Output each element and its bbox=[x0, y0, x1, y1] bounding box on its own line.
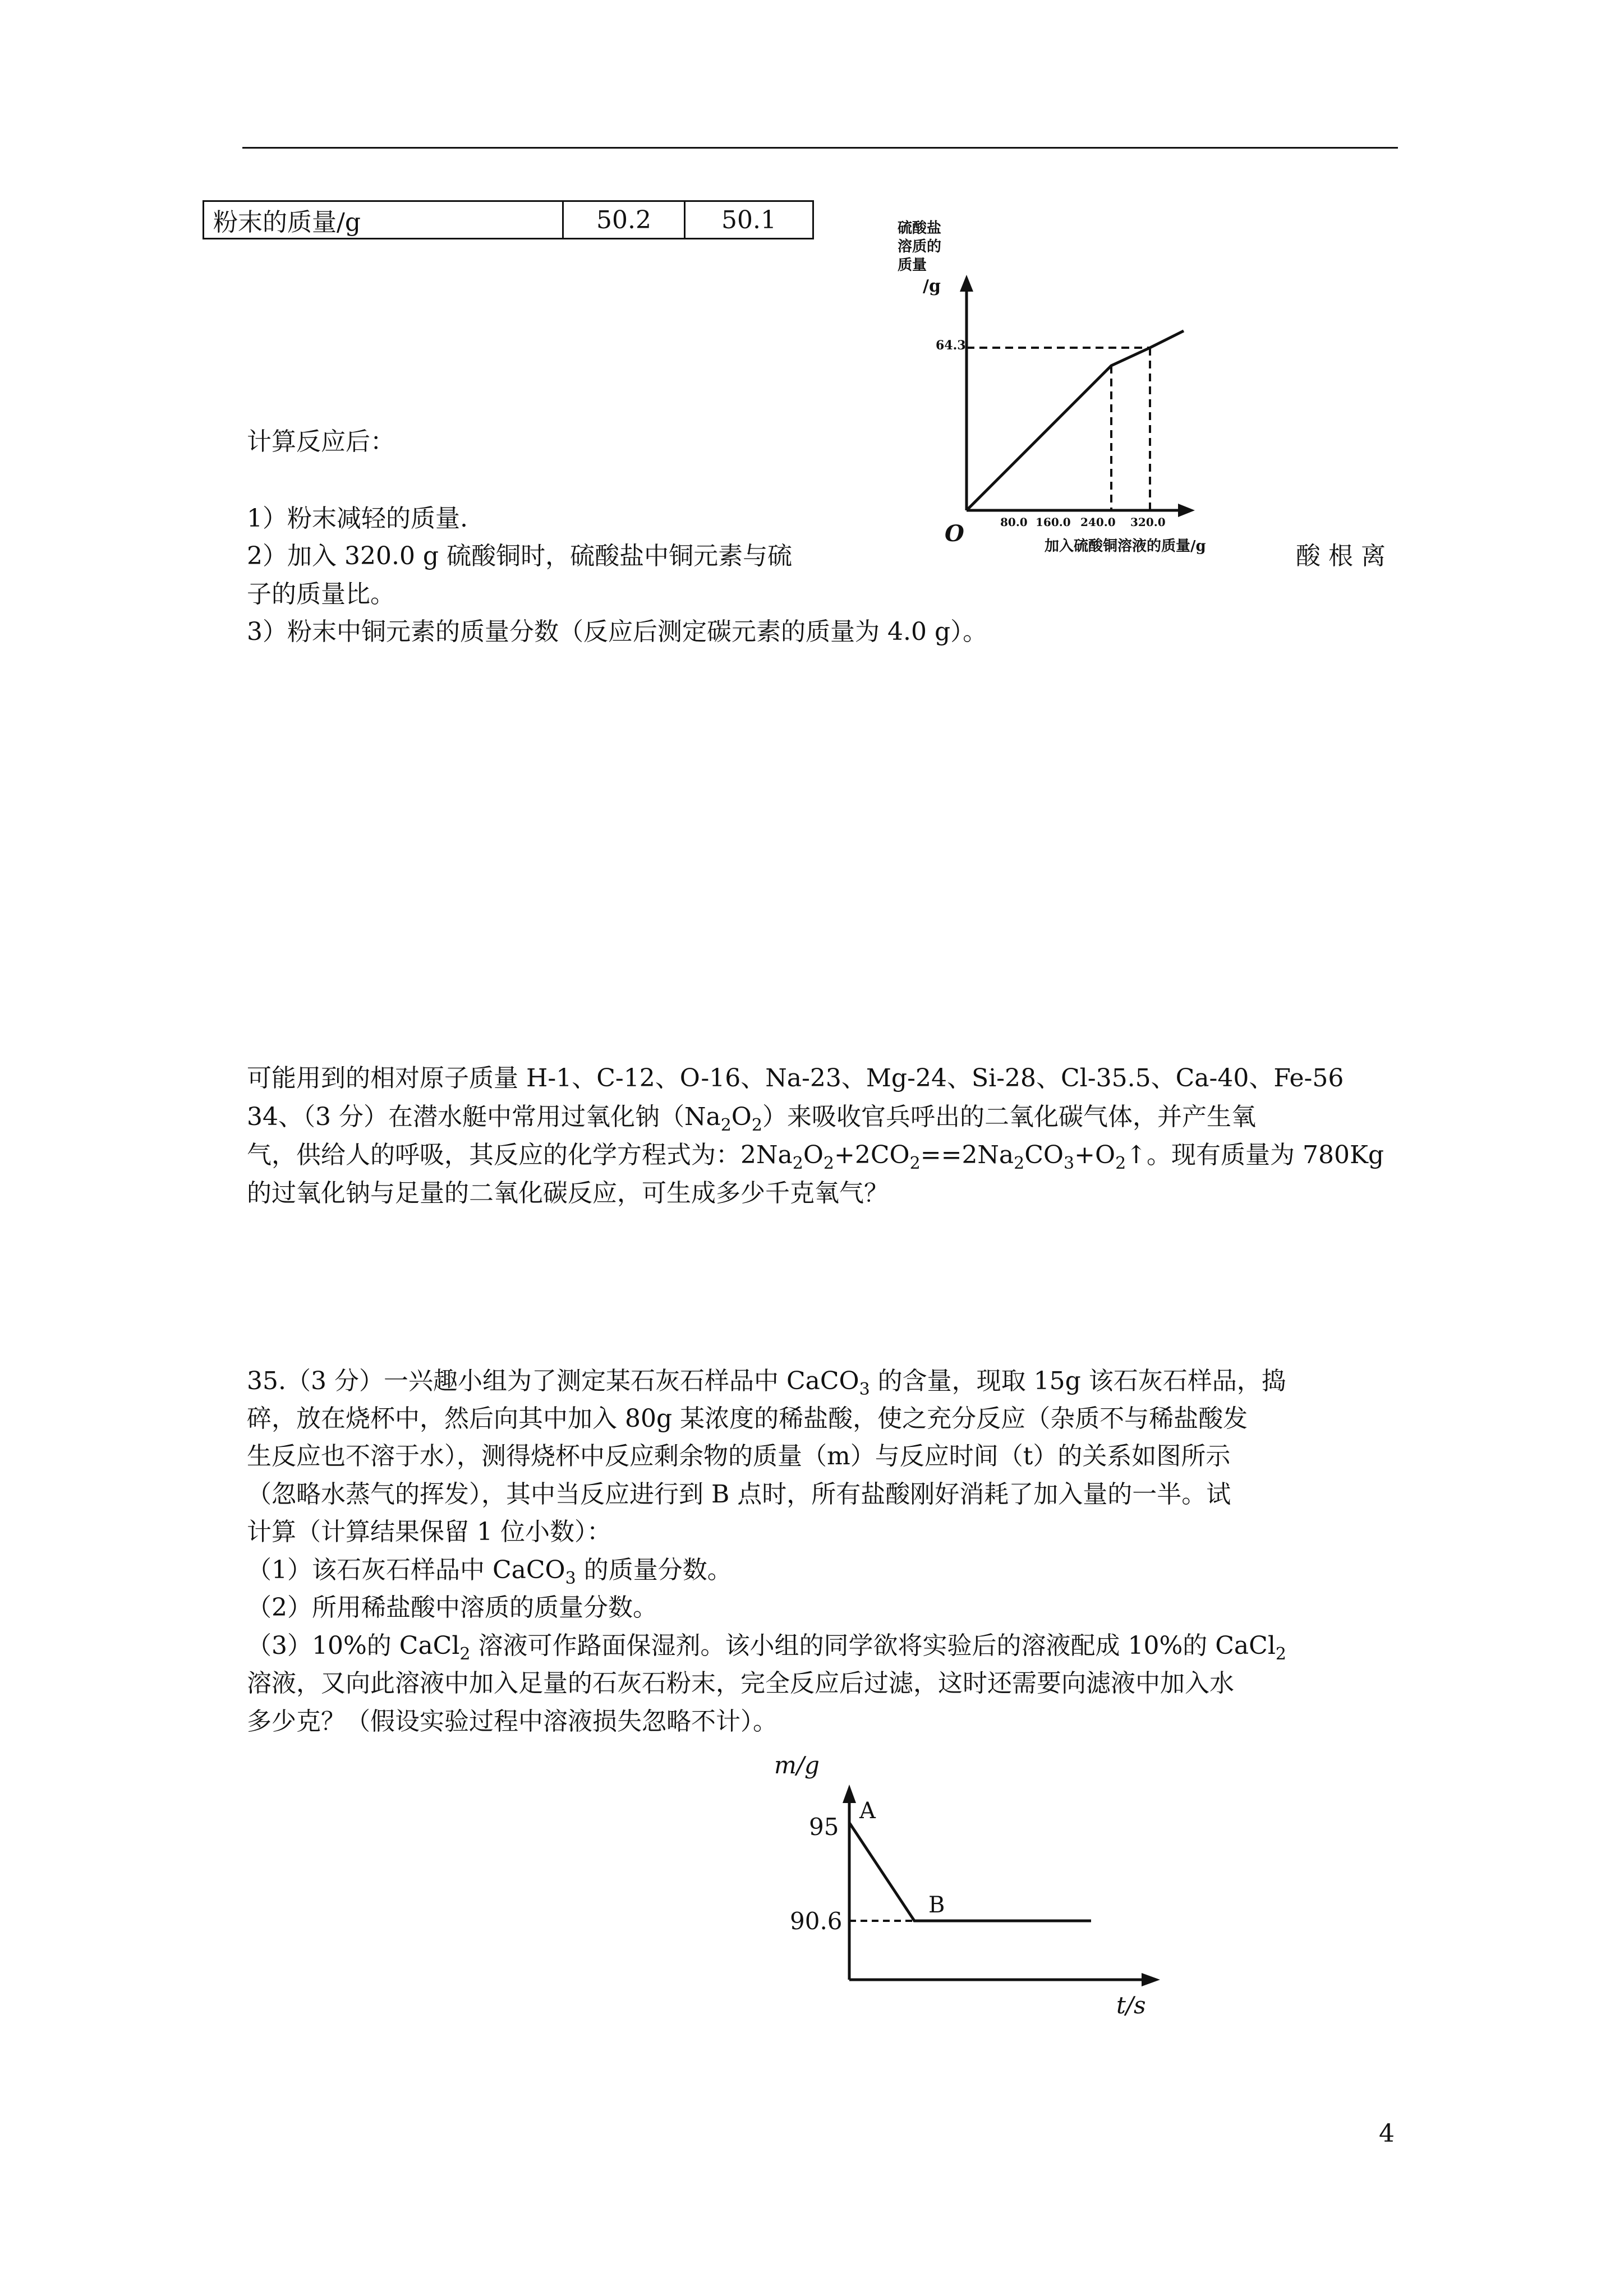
q34-line2: 气，供给人的呼吸，其反应的化学方程式为：$2Na_2O_2+2CO_2==2Na_2CO_3+O_2↑$。现有质量为 780Kg bbox=[247, 1141, 1384, 1173]
table-cell-value: 50.1 bbox=[685, 201, 813, 239]
q35-line1: 35.（3 分）一兴趣小组为了测定某石灰石样品中 CaCO$_3$ 的含量，现取 15g 该石灰石样品，捣 bbox=[247, 1367, 1286, 1399]
chart2-y-arrow bbox=[843, 1785, 856, 1803]
page-number: 4 bbox=[1379, 2119, 1395, 2148]
chart1-ylabel-2: 溶质的 bbox=[898, 238, 942, 255]
q35-line5: 计算（计算结果保留 1 位小数）： bbox=[247, 1518, 611, 1546]
chart2-tick-95: 95 bbox=[809, 1813, 839, 1841]
q33-intro: 计算反应后： bbox=[247, 427, 395, 456]
chart1-yunit: /g bbox=[923, 276, 941, 296]
q35-line2: 碎，放在烧杯中，然后向其中加入 80g 某浓度的稀盐酸，使之充分反应（杂质不与稀盐酸发 bbox=[247, 1404, 1248, 1433]
q34-line1: 34、（3 分）在潜水艇中常用过氧化钠$(Na_2O_2)$来吸收官兵呼出的二氧化碳气体，并产生氧 bbox=[247, 1103, 1256, 1135]
chart2-xlabel: t/s bbox=[1116, 1991, 1146, 2019]
table-cell-value: 50.2 bbox=[563, 201, 685, 239]
header-rule bbox=[242, 147, 1398, 149]
chart1-xtick: 80.0 bbox=[1000, 515, 1028, 529]
chart1-x-arrow bbox=[1178, 504, 1195, 517]
chart1-xtick: 160.0 bbox=[1036, 515, 1071, 529]
q34-line3: 的过氧化钠与足量的二氧化碳反应，可生成多少千克氧气？ bbox=[247, 1179, 889, 1207]
chart1-ylabel-1: 硫酸盐 bbox=[898, 220, 942, 237]
chart1-origin: O bbox=[945, 520, 964, 547]
q35-item2: （2）所用稀盐酸中溶质的质量分数。 bbox=[247, 1593, 657, 1622]
q35-line3: 生反应也不溶于水），测得烧杯中反应剩余物的质量（m）与反应时间（t）的关系如图所示 bbox=[247, 1442, 1231, 1470]
chart2-x-arrow bbox=[1142, 1973, 1160, 1986]
chart2-tick-906: 90.6 bbox=[790, 1907, 843, 1935]
chart2-point-b: B bbox=[928, 1892, 945, 1918]
chart1-y-arrow bbox=[960, 275, 973, 292]
mass-time-chart bbox=[774, 1750, 1178, 2030]
q33-item2-b: 酸 根 离 bbox=[1296, 542, 1386, 570]
chart1-xtick: 320.0 bbox=[1130, 515, 1166, 529]
q35-item3-line3: 多少克？（假设实验过程中溶液损失忽略不计）。 bbox=[247, 1707, 778, 1736]
chart2-data-line bbox=[849, 1823, 1091, 1921]
chart1-ytick: 64.3 bbox=[936, 338, 966, 353]
chart2-point-a: A bbox=[859, 1798, 876, 1824]
sulfate-mass-chart bbox=[892, 213, 1296, 572]
powder-mass-table bbox=[203, 200, 814, 239]
q35-item1: （1）该石灰石样品中 CaCO$_3$ 的质量分数。 bbox=[247, 1556, 732, 1588]
q35-item3-line2: 溶液，又向此溶液中加入足量的石灰石粉末，完全反应后过滤，这时还需要向滤液中加入水 bbox=[247, 1669, 1234, 1698]
chart1-xtick: 240.0 bbox=[1080, 515, 1116, 529]
q33-item3: 3）粉末中铜元素的质量分数（反应后测定碳元素的质量为 4.0 g）。 bbox=[247, 617, 988, 646]
chart2-ylabel: m/g bbox=[774, 1751, 820, 1779]
q35-item3-line1: （3）10%的 CaCl$_2$ 溶液可作路面保湿剂。该小组的同学欲将实验后的溶液配成 10%的 CaCl$_2$ bbox=[247, 1631, 1286, 1664]
table-row bbox=[204, 201, 813, 239]
chart1-ylabel-3: 质量 bbox=[898, 257, 927, 274]
atomic-masses: 可能用到的相对原子质量 H-1、C-12、O-16、Na-23、Mg-24、Si-28、Cl-35.5、Ca-40、Fe-56 bbox=[247, 1064, 1344, 1092]
q33-item2-a: 2）加入 320.0 g 硫酸铜时，硫酸盐中铜元素与硫 bbox=[247, 542, 793, 570]
q33-item1: 1）粉末减轻的质量. bbox=[247, 504, 468, 533]
q35-line4: （忽略水蒸气的挥发），其中当反应进行到 B 点时，所有盐酸刚好消耗了加入量的一半。试 bbox=[247, 1480, 1231, 1509]
table-cell-label: 粉末的质量/g bbox=[204, 201, 563, 239]
q33-item2-c: 子的质量比。 bbox=[247, 580, 395, 608]
chart1-xlabel: 加入硫酸铜溶液的质量/g bbox=[1045, 538, 1206, 555]
